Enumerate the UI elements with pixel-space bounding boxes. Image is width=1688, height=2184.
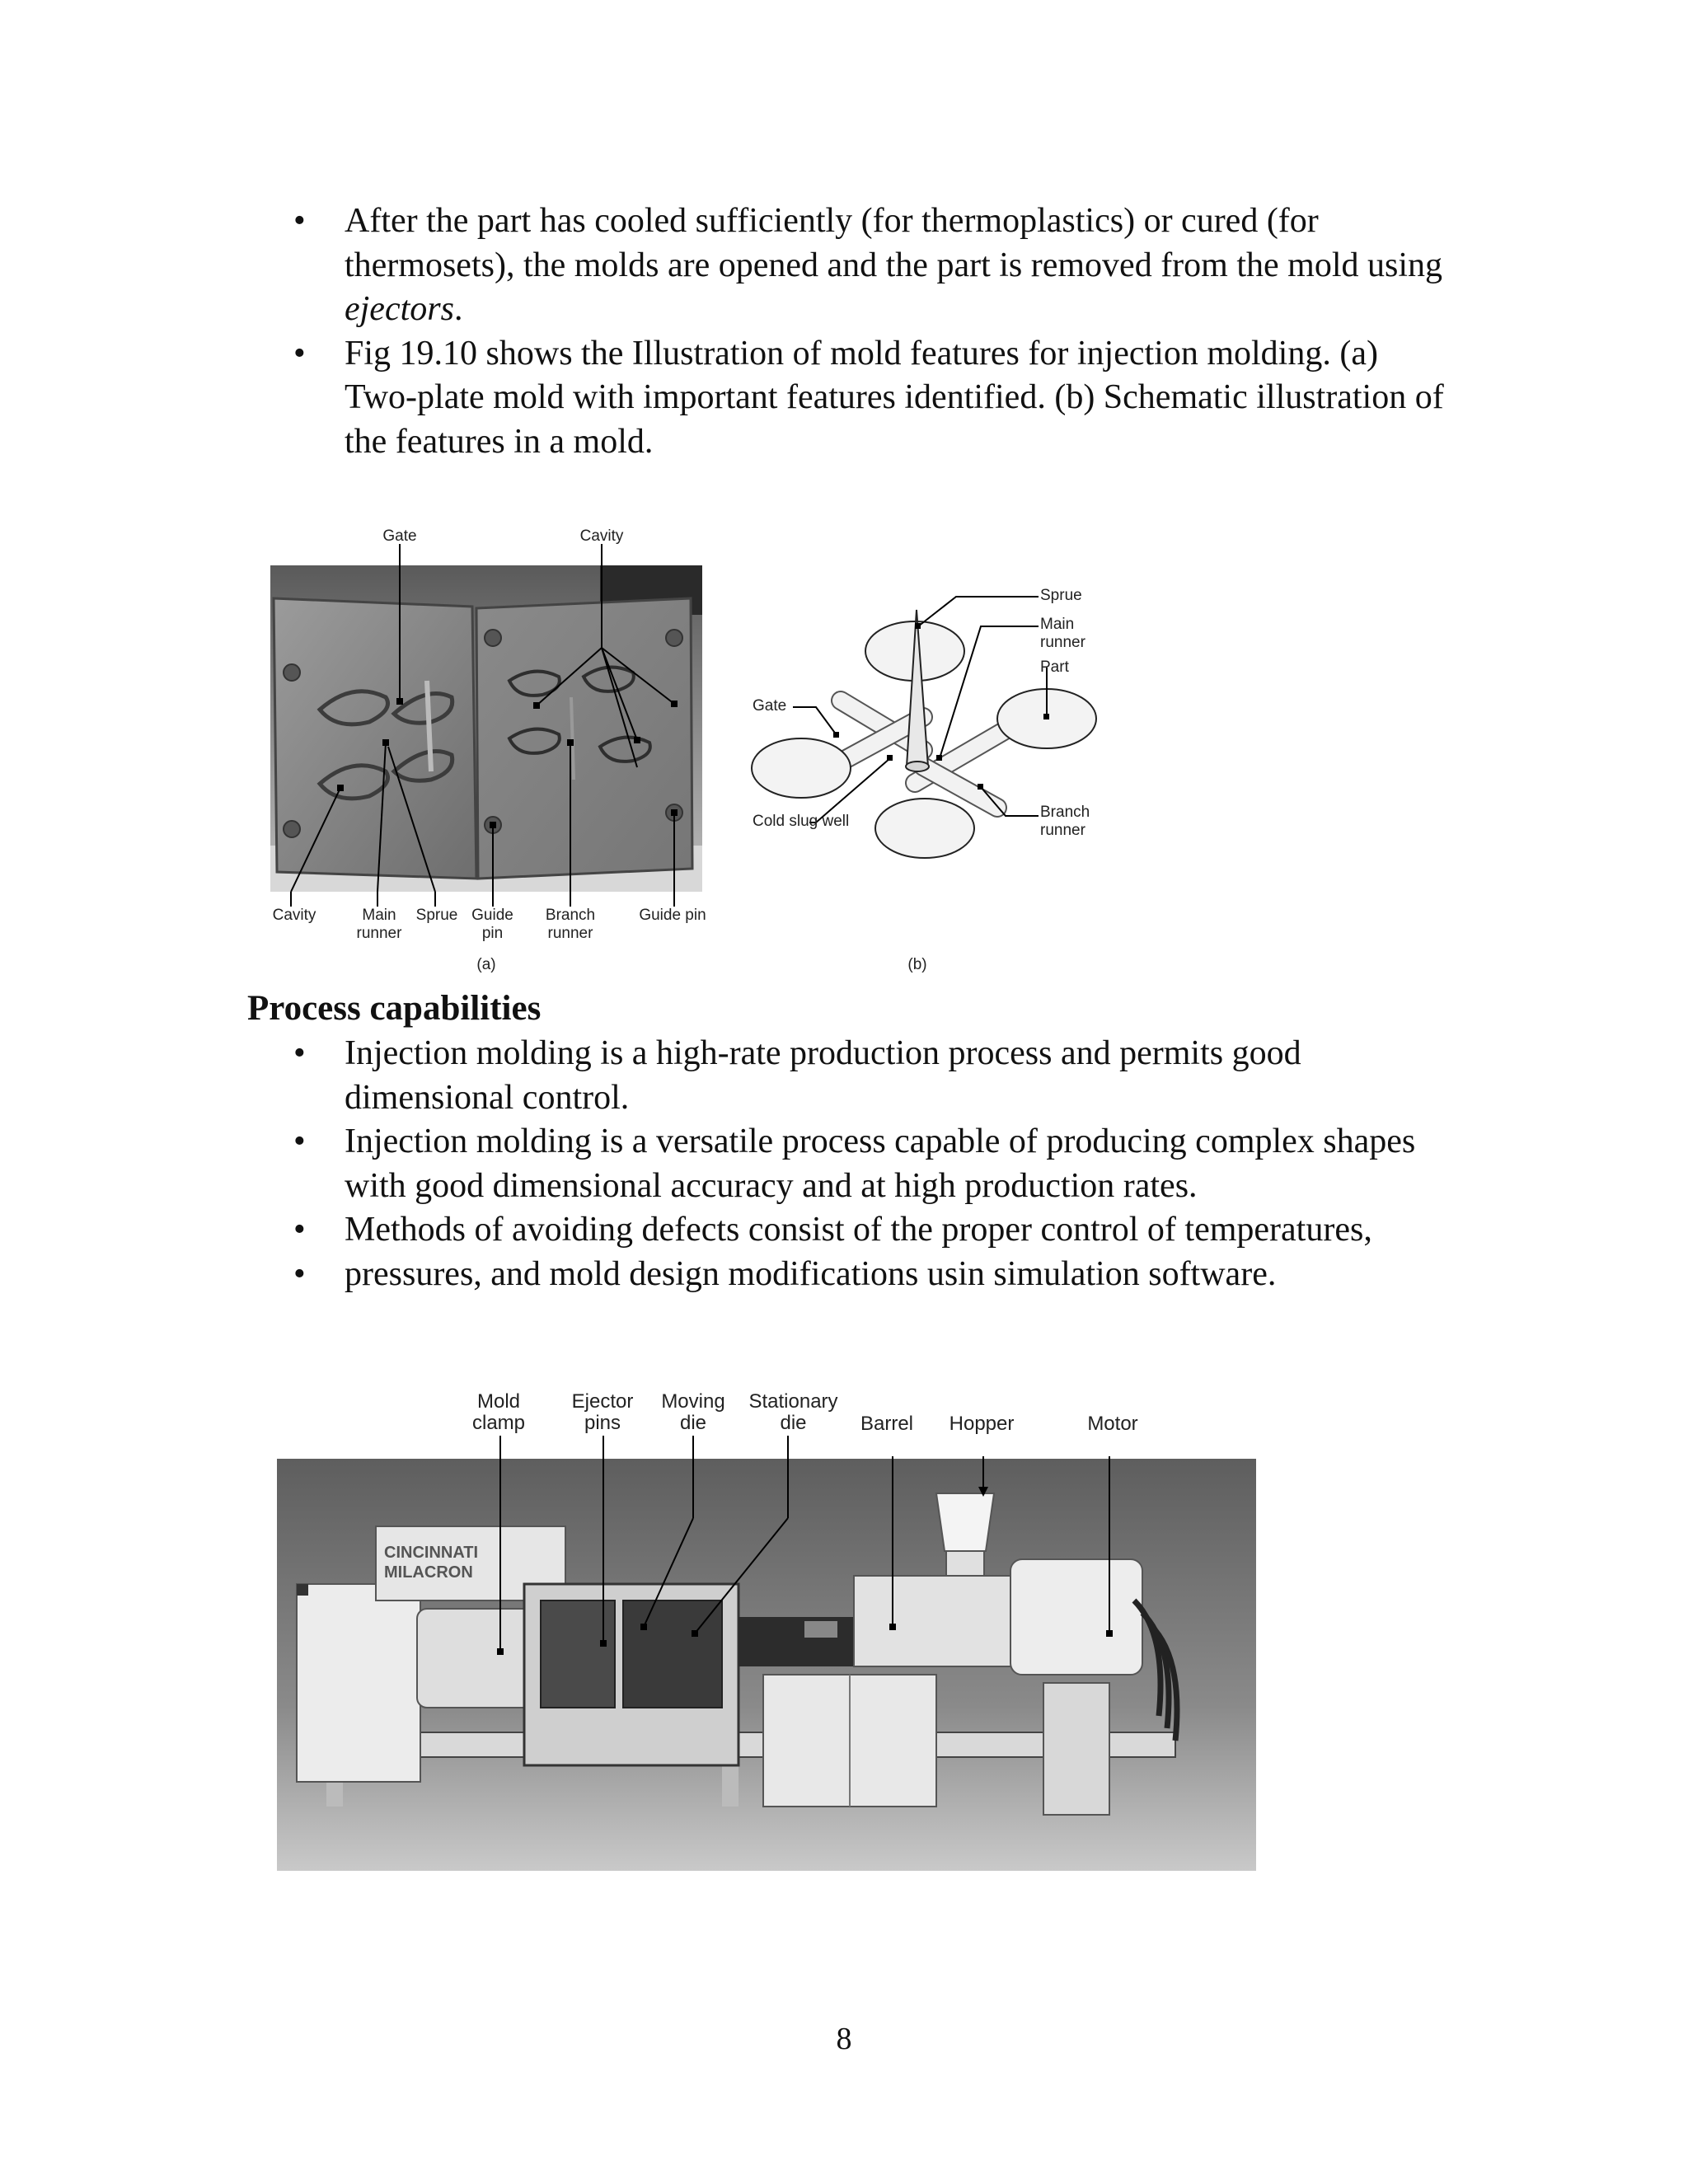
brand-line1: CINCINNATI	[384, 1544, 479, 1562]
label-barrel: Barrel	[860, 1413, 914, 1435]
label-branch-runner-b: Branch runner	[1040, 804, 1090, 839]
label-cavity-bottom: Cavity	[272, 907, 316, 924]
process-bullet-list	[287, 1032, 1457, 1296]
label-gate: Gate	[382, 527, 417, 545]
label-main-runner: Main runner	[356, 907, 402, 942]
emphasis-ejectors: ejectors	[345, 290, 454, 328]
bullet-item	[287, 199, 1457, 332]
figure-a-photo	[270, 565, 702, 892]
label-sprue: Sprue	[415, 907, 458, 924]
bullet-item	[287, 1032, 1457, 1120]
label-part-b: Part	[1040, 658, 1069, 676]
label-motor: Motor	[1087, 1413, 1138, 1435]
brand-line2: MILACRON	[384, 1563, 473, 1582]
bullet-text: Injection molding is a high-rate production process and permits good dimensional control.	[345, 1034, 1301, 1117]
label-cold-slug-well-b: Cold slug well	[753, 813, 850, 830]
label-guide-pin: Guide pin	[471, 907, 513, 942]
bullet-text: pressures, and mold design modifications usin simulation software.	[345, 1254, 1277, 1293]
label-gate-b: Gate	[753, 697, 787, 715]
bullet-text: Fig 19.10 shows the Illustration of mold features for injection molding. (a) Two-plate mold with important features identified. (b) Schematic illustration of the features in a mold.	[345, 334, 1444, 461]
label-hopper: Hopper	[949, 1413, 1015, 1435]
bullet-marker: •	[293, 1254, 306, 1293]
label-mold-clamp: Mold clamp	[471, 1390, 526, 1434]
bullet-text-end: .	[453, 290, 463, 328]
label-branch-runner: Branch runner	[545, 907, 596, 942]
figure-a-leaders-top	[270, 544, 702, 569]
figure-a-leaders-bottom	[270, 892, 702, 907]
label-main-runner-b: Main runner	[1040, 616, 1085, 651]
bullet-marker: •	[293, 1211, 306, 1249]
bullet-item	[287, 1120, 1457, 1208]
page-number: 8	[836, 2022, 852, 2056]
label-guide-pin: Guide pin	[639, 907, 706, 924]
bullet-text: Injection molding is a versatile process capable of producing complex shapes with good dimensional accuracy and at high production rates.	[345, 1122, 1416, 1205]
bullet-text: After the part has cooled sufficiently (for thermoplastics) or cured (for thermosets), the molds are opened and the part is removed from the mold using	[345, 202, 1443, 284]
bullet-item	[287, 1208, 1457, 1253]
bullet-marker: •	[293, 334, 306, 373]
bullet-item	[287, 1253, 1457, 1297]
label-cavity-top: Cavity	[579, 527, 624, 545]
section-heading: Process capabilities	[247, 989, 542, 1028]
label-stationary-die: Stationary die	[748, 1390, 838, 1434]
machine-photo	[277, 1436, 1256, 1894]
label-ejector-pins: Ejector pins	[571, 1390, 634, 1434]
caption-b: (b)	[907, 956, 927, 973]
label-sprue-b: Sprue	[1040, 587, 1082, 604]
bullet-marker: •	[293, 202, 306, 240]
bullet-marker: •	[293, 1122, 306, 1160]
bullet-marker: •	[293, 1034, 306, 1072]
bullet-text: Methods of avoiding defects consist of the proper control of temperatures,	[345, 1211, 1372, 1249]
bullet-item	[287, 332, 1457, 465]
caption-a: (a)	[476, 956, 496, 973]
top-bullet-list	[287, 199, 1457, 464]
label-moving-die: Moving die	[661, 1390, 725, 1434]
